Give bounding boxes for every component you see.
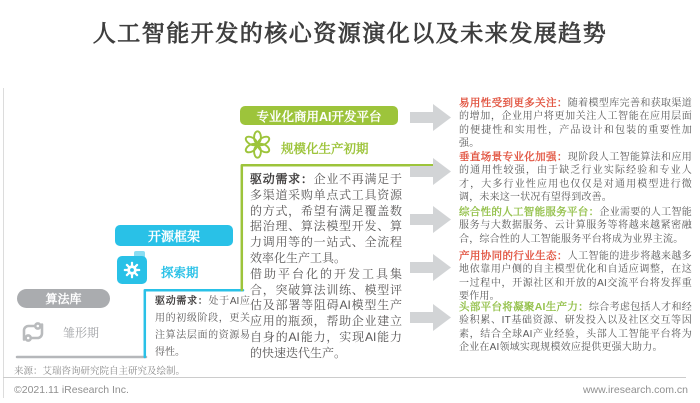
demand-block-platform-stage <box>250 172 402 362</box>
gear-icon <box>117 256 147 284</box>
trend-item-head-platform-productivity <box>459 301 692 355</box>
trend-heading: 易用性受到更多关注： <box>459 97 568 109</box>
website-link[interactable]: www.iresearch.com.cn <box>582 384 688 396</box>
stage-period-label: 雏形期 <box>63 326 100 340</box>
stage-badge-open-source-framework: 开源框架 <box>115 225 233 246</box>
right-arrow-icon <box>410 205 451 234</box>
trend-item-industry-ecosystem <box>459 250 692 304</box>
copyright-text: ©2021.11 iResearch Inc. <box>14 384 129 396</box>
trend-body: 人工智能的进步将越来越多地依靠用户侧的自主模型优化和自适应调整，在这一过程中，开源社区和开放的AI交流平台将发挥重要作用。 <box>459 251 693 303</box>
trend-body: 现阶段人工智能算法和应用的通用性较强，由于缺乏行业实际经验和专业人才，大多行业性应用也仅仅是对通用模型进行微调，未来这一状况有望得到改善。 <box>459 152 693 204</box>
demand-text: 处于AI应用的初级阶段，更关注算法层面的资源易得性。 <box>155 296 250 358</box>
gear-glyph <box>121 259 143 281</box>
trend-heading: 垂直场景专业化加强： <box>459 151 568 163</box>
trend-body: 综合考虑包括人才和经验积累、IT基础资源、研发投入以及社区交互等因素，结合全球AI产业经验，头部人工智能平台将为企业在AI领域实现规模效应提供更强大助力。 <box>459 302 692 354</box>
right-arrow-icon <box>410 253 451 282</box>
trend-item-comprehensive-service-platform <box>459 206 692 246</box>
trend-heading: 头部平台将凝聚AI生产力： <box>459 301 589 313</box>
footer-divider <box>3 377 686 378</box>
right-arrow-icon <box>410 103 451 132</box>
pinwheel-icon <box>241 128 274 161</box>
trend-heading: 产用协同的行业生态： <box>459 250 568 262</box>
trend-item-vertical-specialization <box>459 151 692 205</box>
demand-text: 企业不再满足于多渠道采购单点式工具资源的方式，希望有满足覆盖数据治理、算法模型开发、算力调用等的一站式、全流程效率化生产工具。 <box>250 172 402 265</box>
stage-period-label: 探索期 <box>161 266 199 280</box>
demand-text-2: 借助平台化的开发工具集合，突破算法训练、模型评估及部署等阻碍AI模型生产应用的瓶颈，帮助企业建立自身的AI能力，实现AI能力的快速迭代生产。 <box>250 266 402 360</box>
page-title: 人工智能开发的核心资源演化以及未来发展趋势 <box>92 20 608 46</box>
flow-nodes-icon <box>14 314 52 350</box>
right-arrow-icon <box>410 303 451 332</box>
trend-body: 企业需要的人工智能服务与大数据服务、云计算服务等将越来越紧密融合，综合性的人工智能服务平台将成为业界主流。 <box>459 207 692 245</box>
demand-lead: 驱动需求： <box>250 172 314 186</box>
demand-lead: 驱动需求： <box>155 296 209 307</box>
demand-block-early-stage <box>155 293 250 361</box>
trend-body: 随着模型库完善和获取渠道的增加，企业用户将更加关注人工智能在应用层面的便捷性和实用性，产品设计和包装的重要性加强。 <box>459 98 693 150</box>
source-note: 来源：艾瑞咨询研究院自主研究及绘制。 <box>14 366 186 377</box>
stage-period-label: 规模化生产初期 <box>281 142 369 156</box>
right-arrow-icon <box>410 157 451 186</box>
stage-badge-algorithm-library: 算法库 <box>17 289 110 308</box>
trend-heading: 综合性的人工智能服务平台： <box>459 206 600 218</box>
trend-item-usability <box>459 97 692 151</box>
stage-badge-commercial-ai-platform: 专业化商用AI开发平台 <box>240 106 398 125</box>
